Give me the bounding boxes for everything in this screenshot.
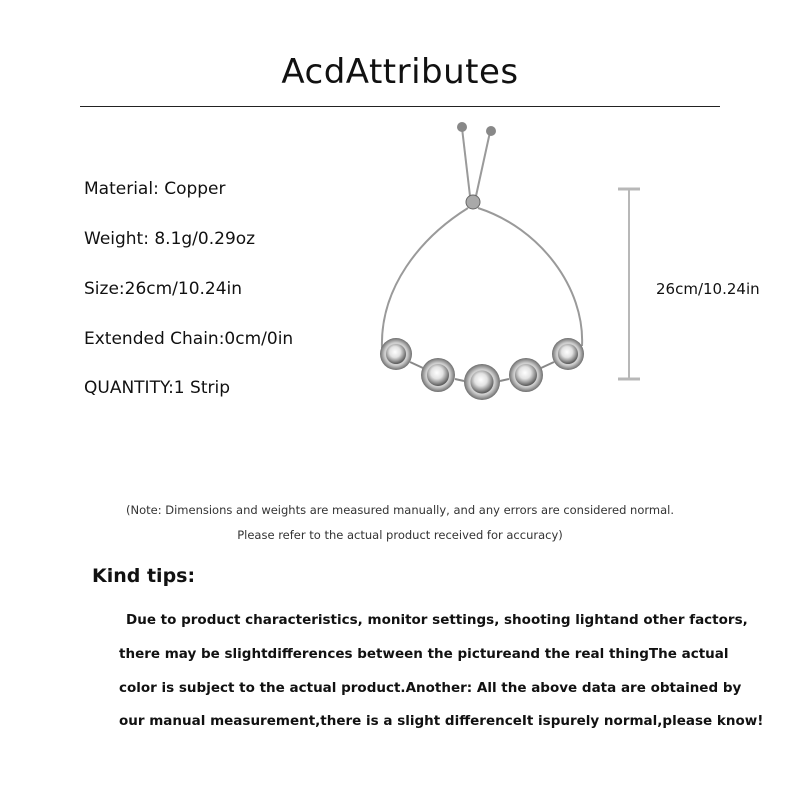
gem-4: [509, 358, 543, 392]
kind-tips-heading: Kind tips:: [92, 565, 196, 587]
tip-line-3: color is subject to the actual product.Another: All the above data are obtained by: [119, 680, 742, 696]
tip-line-2: there may be slightdifferences between the pictureand the real thingThe actual: [119, 646, 729, 662]
gem-5: [552, 338, 584, 370]
attribute-quantity: QUANTITY:1 Strip: [84, 378, 230, 398]
title-divider: [80, 106, 720, 107]
tip-line-1: Due to product characteristics, monitor settings, shooting lightand other factors,: [126, 612, 748, 628]
bracelet-image: [360, 118, 600, 418]
attribute-weight: Weight: 8.1g/0.29oz: [84, 229, 256, 249]
gem-1: [380, 338, 412, 370]
attribute-extended-chain: Extended Chain:0cm/0in: [84, 329, 294, 349]
gem-2: [421, 358, 455, 392]
measurement-label: 26cm/10.24in: [656, 280, 760, 298]
attribute-size: Size:26cm/10.24in: [84, 279, 243, 299]
tip-line-4: our manual measurement,there is a slight differenceIt ispurely normal,please know!: [119, 713, 764, 729]
length-measure-bar: [612, 186, 646, 382]
page-title: AcdAttributes: [281, 52, 519, 92]
note-line-2: Please refer to the actual product received for accuracy): [237, 528, 563, 542]
gem-3: [464, 364, 500, 400]
note-line-1: (Note: Dimensions and weights are measured manually, and any errors are considered normal.: [126, 503, 674, 517]
attribute-material: Material: Copper: [84, 179, 226, 199]
